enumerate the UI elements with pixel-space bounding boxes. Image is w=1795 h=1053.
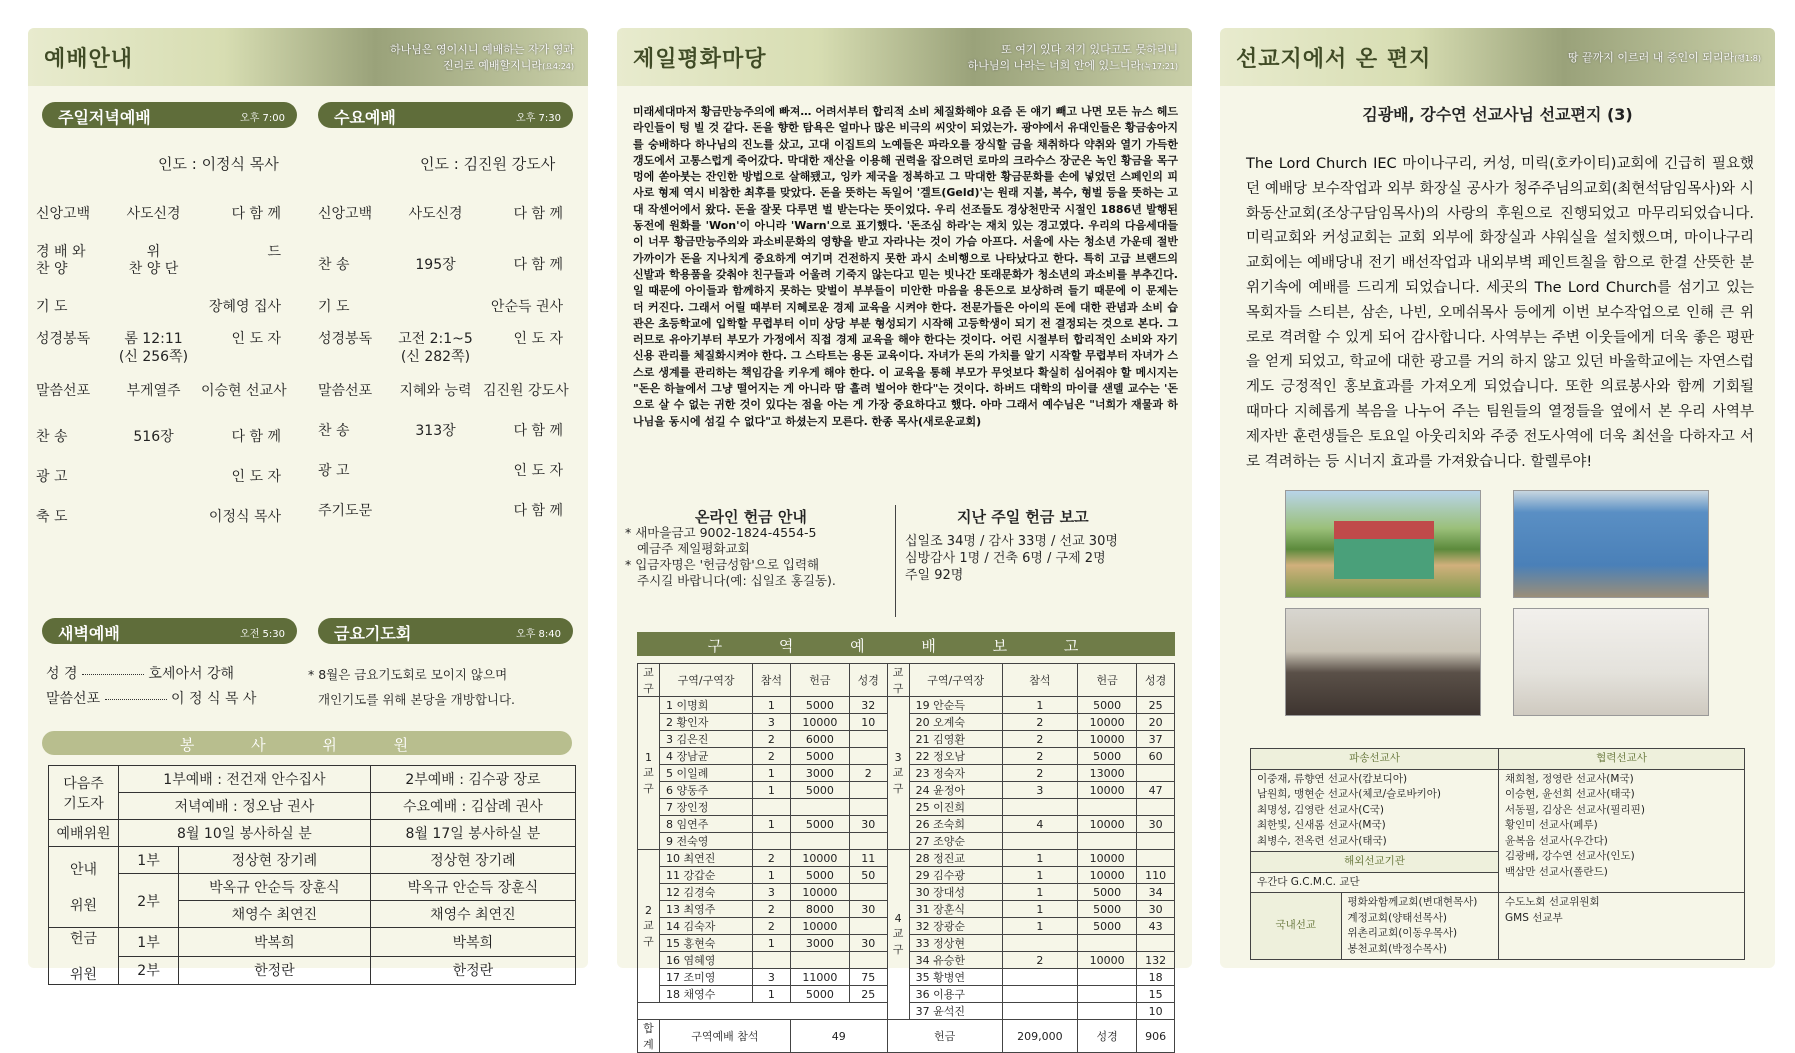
service-order-row: 광 고 인 도 자 (36, 469, 281, 485)
district-report-table: 교구 구역/구역장 참석 헌금 성경 교구 구역/구역장 참석 헌금 성경 1 교 구 1 이명희 1 5000 32 3 교 구 19 안순득 1 5000 25 2 황인자 3 10000 10 20 오계숙 2 10000 20 3 김은진 2 6000 21 김영환 2 10000 37 4 장남균 2 5000 22 정오남 2 5000 60 5 이일례 1 3000 2 23 정숙자 2 13000 6 양동주 1 5000 24 윤정아 3 10000 47 7 장인정 25 이진희 8 임연주 1 5000 30 26 조숙희 4 10000 30 9 전숙영 27 조양순 2 교 구 10 최연진 2 10000 11 4 교 구 28 정진교 1 10000 11 강갑순 1 5000 50 29 김수광 1 10000 110 12 김경숙 3 10000 30 장대성 1 5000 34 13 최영주 2 8000 30 31 장훈식 1 5000 30 14 김숙자 2 10000 32 장광순 1 5000 43 15 홍현숙 1 3000 30 33 정상현 16 염혜영 34 유승한 2 10000 132 17 조미영 3 11000 75 35 황병연 18 18 채영수 1 5000 25 36 이용구 15 37 윤석진 10 합계 구역예배 참석 49 헌금 209,000 성경 906 (637, 663, 1175, 1053)
church-interior-photo (1513, 608, 1709, 716)
table-row: 7 장인정 25 이진희 (638, 799, 1175, 816)
letter-title: 김광배, 강수연 선교사님 선교편지 (3) (1362, 105, 1633, 124)
worship-guide-panel (28, 28, 588, 983)
table-row: 17 조미영 3 11000 75 35 황병연 18 (638, 969, 1175, 986)
service-order-row: 찬 송 516장 다 함 께 (36, 429, 281, 445)
service-order-row: 말씀선포 부게열주 이승현 선교사 (36, 383, 287, 399)
service-order-row: 신앙고백 사도신경 다 함 께 (318, 206, 563, 222)
service-order-row: 주기도문 다 함 께 (318, 503, 563, 519)
worship-guide-verse: 하나님은 영이시니 예배하는 자가 영과 진리로 예배할지니라(요4:24) (389, 43, 574, 72)
mission-letter-verse: 땅 끝까지 이르러 내 증인이 되리라(행1:8) (1567, 51, 1761, 64)
table-row: 3 김은진 2 6000 21 김영환 2 10000 37 (638, 731, 1175, 748)
peace-forum-panel (617, 28, 1192, 1051)
letter-body: The Lord Church IEC 마이나구리, 커성, 미릭(호카이티)교회에 긴급히 필요했던 예배당 보수작업과 외부 화장실 공사가 청주주님의교회(최현석담임목사)와 시화동산교회(조상구담임목사)의 사랑의 후원으로 진행되었고 마무리되었습니다. 미릭교회와 커성교회는 교회 외부에 화장실과 샤워실을 설치했으며, 마이나구리교회에는 예배당내 전기 배선작업과 내외부벽 페인트칠을 함으로 한결 산뜻한 분위기속에 예배를 드리게 되었습니다. 세곳의 The Lord Church를 섬기고 있는 목회자들 스티븐, 삼손, 나빈, 오메쉬목사 등에게 이번 보수작업으로 인해 큰 위로로 격려할 수 있게 되어 감사합니다. 사역부는 주변 이웃들에게 더욱 좋은 평판을 얻게 되었고, 학교에 대한 광고를 거의 하지 않고 있던 바울학교에는 자연스럽게도 긍정적인 홍보효과를 가져오게 되었습니다. 또한 의료봉사와 함께 기회될 때마다 지혜롭게 복음을 나누어 주는 팀원들의 열정들을 옆에서 본 우리 사역부 제자반 훈련생들은 토요일 아웃리치와 주중 전도사역에 더욱 최선을 다하자고 서로 격려하는 등 시너지 효과를 가져왔습니다. 할렐루야! (1246, 156, 1754, 470)
service-order-row: (신 282쪽) (400, 349, 471, 365)
service-table: 다음주 기도자 1부예배 : 전건재 안수집사 2부예배 : 김수광 장로 저녁예배 : 정오남 권사 수요예배 : 김삼례 권사 예배위원 8월 10일 봉사하실 분 8월 17일 봉사하실 분 안내 위원 1부 정상현 장기례 정상현 장기례 2부 박옥규 안순득 장훈식 박옥규 안순득 장훈식 채영수 최연진 채영수 최연진 헌금 위원 1부 박복희 박복희 2부 한정란 한정란 (48, 765, 576, 985)
table-row: 5 이일례 1 3000 2 23 정숙자 2 13000 (638, 765, 1175, 782)
column-article: 미래세대마저 황금만능주의에 빠져… 어려서부터 합리적 소비 체질화해야 요즘 돈 얘기 빼고 나면 모든 뉴스 헤드라인들이 텅 빌 것 같다. 돈을 향한 탐욕은 얼마나 많은 비극의 씨앗이 되었는가. 광야에서 유대인들은 황금송아지를 숭배하다 하나님의 진노를 샀고, 고대 이집트의 노예들은 파라오를 장식할 금을 채취하다 약취와 열기 가득한 갱도에서 고통스럽게 죽어갔다. 막대한 재산을 이용해 권력을 잡으려던 로마의 크라수스 장군은 녹인 황금을 목구멍에 쏟아붓는 잔인한 방법으로 살해됐고, 잉카 제국을 정복하고 그 막대한 황금문화를 손에 넣었던 스페인의 피사로 형제 역시 비참한 최후를 맞았다. 돈을 뜻하는 독일어 '겔트(Geld)'는 원래 지불, 복수, 형벌 등을 뜻하는 고대 작센어에서 왔다. 돈을 잘못 다루면 벌 받는다는 뜻이었다. 우리 선조들도 경상천만국 시절인 1886년 발행된 동전에 원화를 'Won'이 아니라 'Warn'으로 표기했다. '돈조심 하라'는 재치 있는 경고였다. 우리의 다음세대들이 너무 황금만능주의와 과소비문화의 영향을 받고 자라나는 것이 가슴 아프다. 서울에 사는 청소년 가운데 절반 가까이가 돈을 지나치게 중요하게 여기며 건전하지 못한 과시 소비행으로 나타났다고 한다. 특히 고급 브랜드의 신발과 학용품을 갖춰야 친구들과 어울려 기죽지 않는다고 믿는 빗나간 또래문화가 청소년의 과소비를 부추긴다. 일 때문에 아이들과 함께하지 못하는 맞벌이 부부들이 미안한 마음을 용돈으로 보상하려 들기 때문에 이 문제는 더 커진다. 그래서 어릴 때부터 지혜로운 경제 교육을 시켜야 한다. 전문가들은 아이의 돈에 대한 관념과 소비 습관은 초등학교에 입학할 무렵부터 이미 상당 부분 형성되기 시작해 고등학생이 되기 전 결정되는 것으로 본다. 그러므로 유아기부터 부모가 가정에서 직접 경제 교육을 해야 한다는 것이다. 어린 시절부터 합리적인 소비와 자기 신용 관리를 체질화시켜야 한다. 그 스타트는 용돈 교육이다. 자녀가 돈의 가치를 알기 시작할 무렵부터 자녀가 스스로 생계를 관리하는 책임감을 키우게 해야 한다. 이 교육을 통해 부모가 무엇보다 확실히 심어줘야 할 메시지는 "돈은 하늘에서 그냥 떨어지는 게 아니라 땀 흘려 벌어야 한다"는 것이다. 하버드 대학의 마이클 샌델 교수는 '돈으로 살 수 없는 귀한 것이 있다는 점을 아는 게 가장 중요하다고 했다. 아마 그래서 예수님은 "너희가 재물과 하나님을 동시에 섬길 수 없다"고 하셨는지 모른다. 한종 목사(새로운교회) (633, 105, 1178, 428)
table-row: 15 홍현숙 1 3000 30 33 정상현 (638, 935, 1175, 952)
table-row: 12 김경숙 3 10000 30 장대성 1 5000 34 (638, 884, 1175, 901)
table-row: 11 강갑순 1 5000 50 29 김수광 1 10000 110 (638, 867, 1175, 884)
church-painted-wall-photo (1513, 490, 1709, 598)
table-row: 2 교 구 10 최연진 2 10000 11 4 교 구 28 정진교 1 10000 (638, 850, 1175, 867)
mission-letter-title: 선교지에서 온 편지 (1236, 47, 1432, 72)
table-row: 9 전숙영 27 조양순 (638, 833, 1175, 850)
mission-letter-header (1220, 28, 1775, 86)
table-row: 4 장남균 2 5000 22 정오남 2 5000 60 (638, 748, 1175, 765)
service-order-row: 찬 송 195장 다 함 께 (318, 257, 563, 273)
service-order-row: 말씀선포 지혜와 능력 김진원 강도사 (318, 383, 569, 399)
peace-forum-title: 제일평화마당 (633, 47, 767, 72)
service-committee-label: 봉 사 위 원 (42, 731, 572, 755)
service-order-row: 축 도 이정식 목사 (36, 509, 281, 525)
friday-note-2: 개인기도를 위해 본당을 개방합니다. (318, 692, 516, 707)
district-report-label: 구 역 예 배 보 고 (637, 632, 1175, 656)
online-offering-title: 온라인 헌금 안내 (695, 508, 807, 526)
dawn-label: 새벽예배 오전 5:30 (42, 618, 297, 644)
table-row: 13 최영주 2 8000 30 31 장훈식 1 5000 30 (638, 901, 1175, 918)
service-order-row: 기 도 장혜영 집사 (36, 299, 281, 315)
worship-gathering-photo (1285, 608, 1481, 716)
worship-guide-header (28, 28, 588, 86)
table-row: 8 임연주 1 5000 30 26 조숙희 4 10000 30 (638, 816, 1175, 833)
friday-label: 금요기도회 오후 8:40 (318, 618, 573, 644)
service-order-row: 광 고 인 도 자 (318, 463, 563, 479)
table-row: 37 윤석진 10 (638, 1003, 1175, 1020)
church-exterior-photo (1285, 490, 1481, 598)
service-order-row: 성경봉독 고전 2:1~5 인 도 자 (318, 331, 563, 347)
sunday-leader: 인도 : 이정식 목사 (158, 155, 279, 173)
worship-guide-title: 예배안내 (44, 47, 134, 72)
service-order-row: 기 도 안순득 권사 (318, 299, 563, 315)
sunday-evening-label: 주일저녁예배 오후 7:00 (42, 102, 297, 128)
peace-forum-header (617, 28, 1192, 86)
friday-note: * 8월은 금요기도회로 모이지 않으며 (308, 667, 508, 682)
table-row: 1 교 구 1 이명희 1 5000 32 3 교 구 19 안순득 1 5000 25 (638, 697, 1175, 714)
service-order-row: (신 256쪽) (118, 349, 189, 365)
offering-report: 십일조 34명 / 감사 33명 / 선교 30명 심방감사 1명 / 건축 6명 / 구제 2명 주일 92명 (905, 534, 1118, 583)
offering-report-title: 지난 주일 헌금 보고 (957, 508, 1089, 526)
service-order-row: 찬 양 찬 양 단 (36, 261, 179, 277)
service-order-row: 경 배 와 위 드 (36, 244, 281, 260)
dawn-row-2: 말씀선포 이 정 식 목 사 (46, 691, 257, 707)
wednesday-label: 수요예배 오후 7:30 (318, 102, 573, 128)
service-order-row: 신앙고백 사도신경 다 함 께 (36, 206, 281, 222)
mission-letter-panel (1220, 28, 1775, 968)
online-offering-info: * 새마을금고 9002-1824-4554-5 예금주 제일평화교회 * 입금자명은 '헌금성함'으로 입력해 주시길 바랍니다(예: 십일조 홍길동). (625, 525, 836, 588)
peace-forum-verse: 또 여기 있다 저기 있다고도 못하리니 하나님의 나라는 너희 안에 있느니라(눅17:21) (967, 43, 1178, 72)
table-row: 16 염혜영 34 유승한 2 10000 132 (638, 952, 1175, 969)
wed-leader: 인도 : 김진원 강도사 (420, 155, 556, 173)
table-row: 6 양동주 1 5000 24 윤정아 3 10000 47 (638, 782, 1175, 799)
table-row: 2 황인자 3 10000 10 20 오계숙 2 10000 20 (638, 714, 1175, 731)
dawn-row-1: 성 경 호세아서 강해 (46, 666, 235, 682)
table-row: 18 채영수 1 5000 25 36 이용구 15 (638, 986, 1175, 1003)
missionary-table: 파송선교사 협력선교사 이중재, 류향연 선교사(캄보디아) 남원희, 맹현순 선교사(체코/슬로바키아) 최명성, 김영란 선교사(C국) 최한빛, 신새롬 선교사(M국) 최병수, 전옥련 선교사(태국) 채희철, 정영란 선교사(M국) 이승현, 윤선희 선교사(태국) 서동필, 김상은 선교사(필리핀) 황인미 선교사(페루) 윤복음 선교사(우간다) 김광배, 강수연 선교사(인도) 백삼만 선교사(폴란드) 해외선교기관 우간다 G.C.M.C. 교단 국내선교 평화와함께교회(변대현목사) 계정교회(양태선목사) 위촌리교회(이동우목사) 봉천교회(박정수목사) 수도노회 선교위원회 GMS 선교부 (1250, 748, 1745, 960)
table-row: 14 김숙자 2 10000 32 장광순 1 5000 43 (638, 918, 1175, 935)
service-order-row: 찬 송 313장 다 함 께 (318, 423, 563, 439)
service-order-row: 성경봉독 롬 12:11 인 도 자 (36, 331, 281, 347)
